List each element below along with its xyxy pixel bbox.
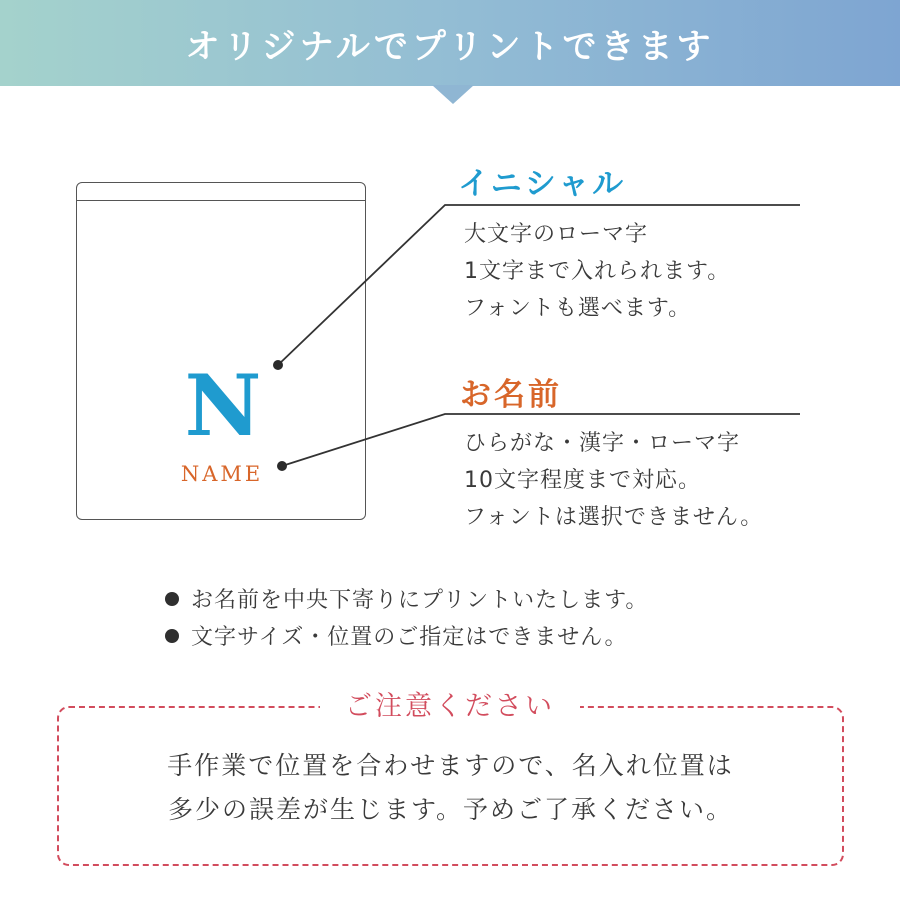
name-description-line: ひらがな・漢字・ローマ字 [464,431,741,456]
note-text: お名前を中央下寄りにプリントいたします。 [191,588,649,613]
initial-leader-dot [273,360,283,370]
caution-title: ご注意ください [320,684,580,723]
name-description-line: フォントは選択できません。 [464,505,764,530]
initial-description-line: 1文字まで入れられます。 [464,259,731,284]
initial-letter-sample: N [184,356,262,455]
initial-heading: イニシャル [458,166,627,202]
caution-line: 多少の誤差が生じます。予めご了承ください。 [167,795,733,824]
notes-list [165,580,648,654]
note-item [165,580,648,617]
bullet-icon [165,592,179,606]
caution-line: 手作業で位置を合わせますので、名入れ位置は [167,751,734,780]
initial-description-line: 大文字のローマ字 [464,222,649,247]
name-sample: NAME [180,462,264,486]
name-heading: お名前 [460,377,562,413]
banner-title: オリジナルでプリントできます [185,26,715,67]
note-text: 文字サイズ・位置のご指定はできません。 [191,625,628,650]
initial-description-line: フォントも選べます。 [464,296,692,321]
name-leader-dot [277,461,287,471]
caution-body [57,744,844,832]
name-description-line: 10文字程度まで対応。 [464,468,701,493]
initial-description [464,216,730,327]
name-description [464,425,763,536]
note-item [165,617,648,654]
bullet-icon [165,629,179,643]
